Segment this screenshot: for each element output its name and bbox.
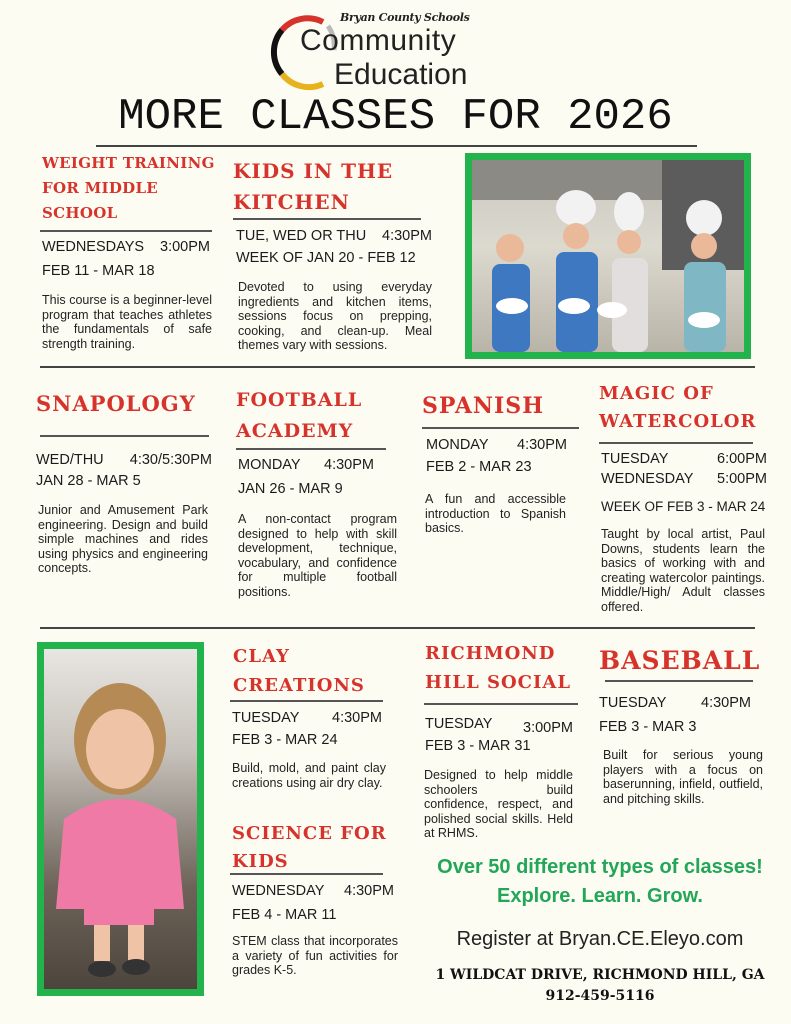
schedule-magic-of-watercolor: [601, 449, 767, 517]
page-title: MORE CLASSES FOR 2026: [118, 92, 673, 142]
title-divider: [96, 145, 697, 147]
title-line: KIDS IN THE: [233, 159, 394, 183]
divider: [230, 700, 383, 702]
schedule-dates: JAN 26 - MAR 9: [238, 481, 343, 497]
description-kids-in-the-kitchen: Devoted to using everyday ingredients and kitchen items, sessions focus on prepping, cooking, and clean-up. Meal themes vary with sessions.: [238, 280, 432, 353]
kids-chefs-illustration: [472, 160, 744, 352]
divider: [424, 703, 578, 705]
section-divider: [40, 366, 755, 368]
description-snapology: Junior and Amusement Park engineering. Design and build simple machines and rides using physics and engineering concepts.: [38, 503, 208, 576]
class-title-magic-of-watercolor: [599, 380, 756, 436]
photo-kids-chefs: [465, 153, 751, 359]
schedule-dates: FEB 3 - MAR 24: [232, 732, 338, 748]
title-line: CREATIONS: [233, 675, 365, 696]
schedule-day: TUESDAY: [232, 710, 300, 726]
schedule-time: 4:30PM: [332, 710, 382, 726]
section-divider: [40, 627, 755, 629]
schedule-dates: WEEK OF FEB 3 - MAR 24: [601, 499, 766, 514]
schedule-science-for-kids: [232, 879, 394, 927]
schedule-dates: FEB 3 - MAR 31: [425, 738, 531, 754]
title-line: CLAY: [233, 646, 290, 667]
schedule-football-academy: [238, 453, 374, 501]
divider: [40, 435, 209, 437]
tagline-explore: Explore. Learn. Grow.: [497, 885, 703, 907]
schedule-time: 4:30PM: [517, 437, 567, 453]
register-link[interactable]: Register at Bryan.CE.Eleyo.com: [456, 928, 744, 950]
schedule-dates: FEB 4 - MAR 11: [232, 907, 337, 923]
schedule-day: TUE, WED OR THU: [236, 228, 367, 244]
class-title-weight-training: [42, 151, 215, 226]
class-title-clay-creations: [233, 642, 365, 700]
divider: [230, 873, 383, 875]
divider: [233, 218, 421, 220]
class-title-football-academy: [236, 385, 362, 447]
schedule-snapology: [36, 450, 212, 492]
phone-number: 912-459-5116: [545, 988, 655, 1004]
schedule-richmond-hill-social: [425, 713, 573, 757]
schedule-time: 4:30PM: [382, 228, 432, 244]
schedule-day: WEDNESDAY: [232, 883, 325, 899]
schedule-day: WEDNESDAY: [601, 471, 694, 487]
title-line: FOOTBALL: [236, 389, 363, 411]
schedule-time: 3:00PM: [523, 720, 573, 736]
divider: [40, 230, 212, 232]
tagline-classes: Over 50 different types of classes!: [437, 856, 763, 878]
class-title-richmond-hill-social: [425, 639, 571, 697]
class-title-kids-in-the-kitchen: [233, 156, 393, 218]
description-clay-creations: Build, mold, and paint clay creations using air dry clay.: [232, 761, 386, 790]
schedule-day: WED/THU: [36, 452, 104, 468]
description-baseball: Built for serious young players with a focus on baserunning, infield, outfield, and pitching skills.: [603, 748, 763, 806]
community-education-logo: [268, 8, 483, 92]
title-line: SCIENCE FOR: [232, 823, 387, 844]
schedule-dates: FEB 2 - MAR 23: [426, 459, 532, 475]
title-line: WEIGHT TRAINING: [42, 154, 215, 172]
title-line: RICHMOND: [425, 643, 556, 664]
divider: [605, 680, 753, 682]
schedule-dates: FEB 11 - MAR 18: [42, 263, 155, 279]
logo-line-1: Community: [300, 24, 457, 57]
schedule-day: MONDAY: [238, 457, 301, 473]
title-line: ACADEMY: [236, 420, 354, 442]
divider: [422, 427, 579, 429]
title-line: KIDS: [232, 851, 289, 872]
title-line: HILL SOCIAL: [425, 672, 572, 693]
schedule-day: TUESDAY: [599, 695, 667, 711]
schedule-time: 4:30PM: [701, 695, 751, 711]
title-line: SCHOOL: [42, 204, 118, 222]
schedule-time: 3:00PM: [160, 239, 210, 255]
schedule-dates: WEEK OF JAN 20 - FEB 12: [236, 250, 416, 266]
description-science-for-kids: STEM class that incorporates a variety of fun activities for grades K-5.: [232, 934, 398, 978]
schedule-weight-training: [42, 235, 210, 283]
description-spanish: A fun and accessible introduction to Spanish basics.: [425, 492, 566, 536]
divider: [599, 442, 753, 444]
description-magic-of-watercolor: Taught by local artist, Paul Downs, students learn the basics of working with and creating watercolor paintings. Middle/High/ Adult classes offered.: [601, 527, 765, 614]
class-title-baseball: BASEBALL: [599, 646, 761, 675]
title-line: KITCHEN: [233, 190, 350, 214]
schedule-time: 6:00PM: [717, 451, 767, 467]
logo-subtitle: Bryan County Schools: [340, 11, 470, 24]
schedule-dates: FEB 3 - MAR 3: [599, 719, 697, 735]
class-title-spanish: SPANISH: [422, 393, 544, 419]
girl-illustration: [44, 649, 197, 989]
schedule-time: 4:30/5:30PM: [129, 452, 212, 468]
description-football-academy: A non-contact program designed to help with skill development, technique, vocabulary, and confidence for multiple football positions.: [238, 512, 397, 599]
address: 1 WILDCAT DRIVE, RICHMOND HILL, GA: [435, 967, 765, 983]
description-richmond-hill-social: Designed to help middle schoolers build confidence, respect, and polished social skills. Held at RHMS.: [424, 768, 573, 841]
schedule-dates: JAN 28 - MAR 5: [36, 473, 141, 489]
schedule-kids-in-the-kitchen: [236, 225, 432, 269]
schedule-spanish: [426, 434, 567, 478]
schedule-time: 4:30PM: [324, 457, 374, 473]
title-line: MAGIC OF: [599, 383, 714, 404]
schedule-baseball: [599, 691, 751, 739]
class-title-science-for-kids: [232, 820, 387, 876]
schedule-day: TUESDAY: [601, 451, 669, 467]
divider: [236, 448, 386, 450]
schedule-day: TUESDAY: [425, 716, 493, 732]
description-weight-training: This course is a beginner-level program that teaches athletes the fundamentals of safe strength training.: [42, 293, 212, 351]
title-line: FOR MIDDLE: [42, 179, 159, 197]
title-line: WATERCOLOR: [599, 411, 757, 432]
schedule-time: 5:00PM: [717, 471, 767, 487]
schedule-day: MONDAY: [426, 437, 489, 453]
schedule-clay-creations: [232, 707, 382, 751]
logo-line-2: Education: [334, 58, 468, 91]
schedule-time: 4:30PM: [344, 883, 394, 899]
photo-girl-pink-shirt: [37, 642, 204, 996]
schedule-day: WEDNESDAYS: [42, 239, 145, 255]
class-title-snapology: SNAPOLOGY: [36, 391, 196, 416]
